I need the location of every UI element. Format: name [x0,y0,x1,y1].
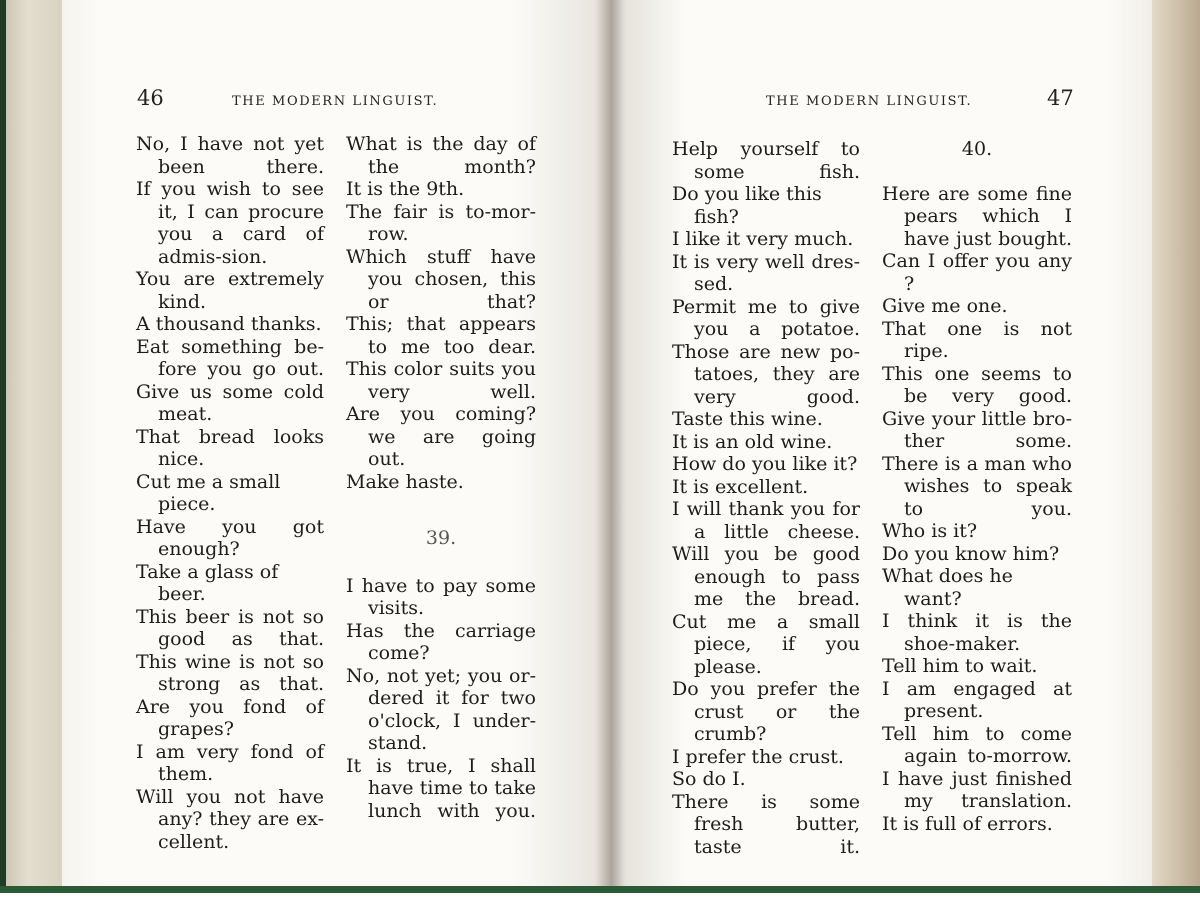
phrase: This; that appears to me too dear. [346,313,536,358]
right-cover-edge [1152,0,1200,893]
phrase: Do you like this fish? [672,183,822,228]
phrase: It is full of errors. [882,812,1053,835]
phrase: I have just finished my translation. [882,767,1072,812]
section-number-40: 40. [961,138,993,160]
phrase: There is some fresh butter, taste it. [672,790,860,858]
phrase: I am very fond of them. [136,740,324,785]
phrase: Make haste. [346,470,464,493]
phrase: There is a man who wishes to speak to you. [882,452,1072,520]
phrase: If you wish to see it, I can procure you a card of admis-sion. [136,178,324,268]
left-page-number: 46 [137,86,164,110]
phrase: Which stuff have you chosen, this or that? [346,245,536,313]
section-number-39: 39. [425,527,457,549]
phrase: How do you like it? [672,453,858,475]
phrase: This beer is not so good as that. [136,605,324,650]
phrase: Who is it? [882,520,978,542]
phrase: Tell him to wait. [882,655,1038,677]
phrase: Cut me a small piece. [136,470,281,515]
phrase: Do you know him? [882,542,1060,565]
phrase: This wine is not so strong as that. [136,650,324,695]
left-column-1 [136,133,324,853]
phrase: I am engaged at present. [882,677,1072,722]
phrase: Has the carriage come? [346,619,536,664]
phrase: That bread looks nice. [136,425,324,470]
phrase: Permit me to give you a potatoe. [672,295,860,340]
phrase: What is the day of the month? [346,133,536,178]
phrase: I have to pay some visits. [346,574,536,619]
phrase: So do I. [672,768,746,790]
phrase: I like it very much. [672,228,854,250]
phrase: Give me one. [882,295,1008,317]
phrase: Are you coming? we are going out. [346,403,536,470]
phrase: Taste this wine. [672,408,823,430]
right-column-1 [672,138,860,858]
bottom-margin [0,893,1200,907]
phrase: I will thank you for a little cheese. [672,498,860,543]
phrase: It is an old wine. [672,430,833,453]
phrase: That one is not ripe. [882,317,1072,362]
phrase: Have you got enough? [136,515,324,560]
phrase: Will you not have any? they are ex-cellent. [136,785,324,853]
phrase: Give us some cold meat. [136,380,324,425]
phrase: Tell him to come again to-morrow. [882,722,1072,767]
phrase: Help yourself to some fish. [672,138,860,183]
phrase: Eat something be-fore you go out. [136,335,324,380]
book-gutter [596,0,624,893]
phrase: It is true, I shall have time to take lunch with you. [346,754,536,822]
phrase: Here are some fine pears which I have just bought. [882,182,1072,250]
phrase: Cut me a small piece, if you please. [672,610,860,678]
left-column-2 [346,133,536,822]
phrase: You are extremely kind. [136,268,324,313]
phrase: I prefer the crust. [672,745,844,768]
phrase: Those are new po-tatoes, they are very good. [672,340,860,408]
phrase: It is very well dres-sed. [672,250,860,295]
phrase: Are you fond of grapes? [136,695,324,740]
right-page-number: 47 [1047,86,1074,110]
right-column-2 [882,138,1072,835]
phrase: The fair is to-mor-row. [346,200,536,245]
phrase: Take a glass of beer. [136,560,279,605]
phrase: It is the 9th. [346,178,465,200]
phrase: I think it is the shoe-maker. [882,610,1072,655]
phrase: No, not yet; you or-dered it for two o'clock, I under-stand. [346,664,536,754]
phrase: A thousand thanks. [136,313,322,335]
phrase: What does he want? [882,565,1013,610]
right-running-head: THE MODERN LINGUIST. [766,94,973,109]
phrase: This one seems to be very good. [882,362,1072,407]
phrase: Do you prefer the crust or the crumb? [672,678,860,745]
phrase: It is excellent. [672,475,809,498]
phrase: Will you be good enough to pass me the bread. [672,543,860,610]
phrase: Can I offer you any ? [882,250,1072,295]
phrase: Give your little bro-ther some. [882,407,1072,452]
left-cover-edge [6,0,63,893]
phrase: This color suits you very well. [346,358,536,403]
phrase: No, I have not yet been there. [136,133,324,178]
left-running-head: THE MODERN LINGUIST. [232,94,439,109]
